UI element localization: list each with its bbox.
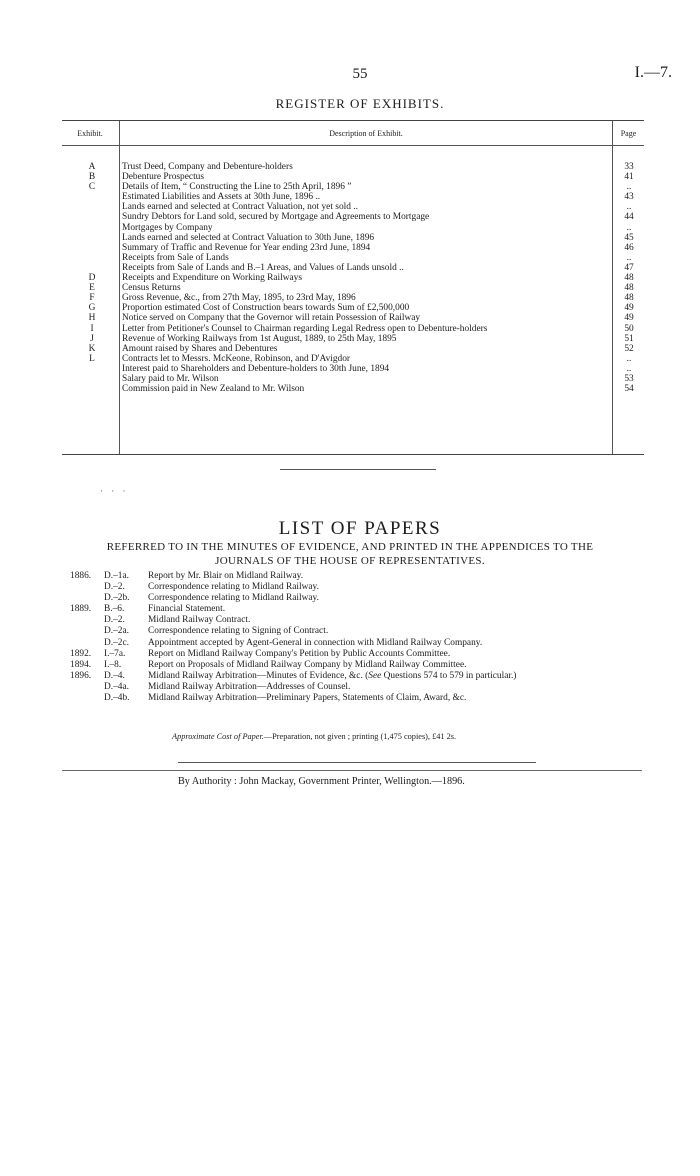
exhibit-letter: E — [89, 283, 95, 294]
list-item — [70, 571, 650, 582]
list-item — [70, 649, 650, 660]
exhibit-description: Receipts from Sale of Lands — [122, 252, 229, 263]
paper-title-text: Correspondence relating to Midland Railway. — [148, 593, 319, 604]
exhibit-description: Revenue of Working Railways from 1st August, 1889, to 25th May, 1895 — [122, 333, 397, 344]
paper-title — [148, 682, 648, 693]
table-row — [62, 364, 644, 374]
exhibit-description: Trust Deed, Company and Debenture-holders — [122, 162, 293, 172]
table-row — [62, 263, 644, 273]
paper-title — [148, 693, 648, 704]
column-header-exhibit: Exhibit. — [77, 129, 103, 138]
list-item — [70, 593, 650, 604]
page-reference: I.—7. — [634, 64, 672, 81]
paper-code: D.–2b. — [104, 593, 130, 604]
paper-code: D.–4a. — [104, 681, 129, 692]
exhibit-letter: A — [88, 162, 96, 172]
footer-rule — [62, 770, 642, 771]
table-row — [62, 293, 644, 303]
exhibit-page: 52 — [624, 343, 634, 354]
exhibit-page: .. — [626, 353, 632, 364]
exhibit-description: Estimated Liabilities and Assets at 30th June, 1896 .. — [122, 192, 321, 203]
exhibit-description: Receipts and Expenditure on Working Railways — [122, 273, 303, 284]
printer-authority: By Authority : John Mackay, Government Printer, Wellington.—1896. — [178, 776, 465, 787]
table-row — [62, 192, 644, 202]
cost-label: Approximate Cost of Paper. — [172, 732, 264, 741]
paper-title-note: See — [368, 670, 382, 681]
table-row — [62, 233, 644, 243]
paper-code: D.–4. — [104, 670, 125, 681]
exhibit-description: Sundry Debtors for Land sold, secured by Mortgage and Agreements to Mortgage — [122, 212, 430, 223]
exhibit-page: 47 — [624, 262, 634, 273]
exhibit-page: 48 — [624, 283, 634, 294]
list-of-papers-title: LIST OF PAPERS — [278, 518, 442, 539]
table-row — [62, 344, 644, 354]
paper-title-text: Midland Railway Arbitration—Preliminary Papers, Statements of Claim, Award, &c. — [148, 693, 467, 704]
page-number: 55 — [352, 66, 368, 82]
exhibit-page: 45 — [624, 232, 634, 243]
paper-title — [148, 571, 648, 582]
table-row — [62, 273, 644, 283]
table-row — [62, 283, 644, 293]
printers-mark: · · · — [100, 486, 129, 496]
footer-rule — [178, 762, 536, 763]
table-row — [62, 212, 644, 222]
table-row — [62, 223, 644, 233]
paper-title — [148, 649, 648, 660]
paper-title-text: Appointment accepted by Agent-General in connection with Midland Railway Company. — [148, 637, 483, 648]
cost-text: —Preparation, not given ; printing (1,475 copies), £41 2s. — [263, 732, 457, 741]
paper-title-text: Financial Statement. — [148, 604, 226, 615]
paper-title-text: Midland Railway Arbitration—Minutes of Evidence, &c. ( — [148, 670, 369, 681]
table-row — [62, 182, 644, 192]
paper-year: 1894. — [70, 659, 92, 670]
exhibit-page: 33 — [624, 162, 634, 172]
exhibit-letter: C — [88, 182, 96, 193]
papers-list — [70, 571, 650, 704]
list-item — [70, 682, 650, 693]
exhibit-page: 53 — [624, 373, 634, 384]
paper-title — [148, 638, 648, 649]
exhibit-letter: K — [88, 343, 96, 354]
exhibit-page: 54 — [624, 384, 634, 395]
table-row — [62, 334, 644, 344]
exhibit-page: 49 — [624, 313, 634, 324]
register-rows — [62, 162, 644, 394]
paper-title-text: Report on Proposals of Midland Railway Company by Midland Railway Committee. — [148, 659, 467, 670]
cost-of-paper — [172, 732, 456, 741]
list-item — [70, 604, 650, 615]
exhibit-page: .. — [626, 182, 632, 193]
exhibit-page: 51 — [624, 333, 634, 344]
paper-title-text: Correspondence relating to Signing of Contract. — [148, 626, 329, 637]
exhibit-page: 43 — [624, 192, 634, 203]
section-divider — [280, 469, 436, 470]
list-item — [70, 660, 650, 671]
paper-title-text: Report on Midland Railway Company's Petition by Public Accounts Committee. — [148, 648, 451, 659]
table-row — [62, 374, 644, 384]
exhibit-page: .. — [626, 202, 632, 213]
paper-title — [148, 671, 648, 682]
paper-title — [148, 582, 648, 593]
paper-title-text: Midland Railway Arbitration—Addresses of Counsel. — [148, 681, 351, 692]
exhibit-description: Gross Revenue, &c., from 27th May, 1895, to 23rd May, 1896 — [122, 293, 356, 304]
exhibit-letter: F — [89, 293, 95, 304]
paper-year: 1886. — [70, 571, 92, 581]
paper-code: D.–2. — [104, 615, 125, 626]
table-row — [62, 172, 644, 182]
table-row — [62, 313, 644, 323]
table-row — [62, 202, 644, 212]
list-item — [70, 693, 650, 704]
exhibit-page: .. — [626, 252, 632, 263]
paper-code: D.–4b. — [104, 693, 130, 704]
exhibit-page: 49 — [624, 303, 634, 314]
column-header-description: Description of Exhibit. — [329, 129, 403, 138]
paper-title — [148, 604, 648, 615]
exhibit-page: 41 — [624, 172, 634, 183]
paper-code: D.–2. — [104, 582, 125, 593]
exhibit-description: Notice served on Company that the Governor will retain Possession of Railway — [122, 313, 421, 324]
list-item — [70, 615, 650, 626]
list-item — [70, 626, 650, 637]
paper-year: 1889. — [70, 604, 92, 615]
list-of-papers-subtitle: REFERRED TO IN THE MINUTES OF EVIDENCE, AND PRINTED IN THE APPENDICES TO THE — [106, 541, 594, 553]
exhibit-page: .. — [626, 222, 632, 233]
paper-title-text: Questions 574 to 579 in particular.) — [381, 670, 517, 681]
exhibit-page: 50 — [624, 323, 634, 334]
table-row — [62, 324, 644, 334]
exhibit-description: Receipts from Sale of Lands and B.–1 Areas, and Values of Lands unsold .. — [122, 262, 404, 273]
exhibit-description: Interest paid to Shareholders and Debenture-holders to 30th June, 1894 — [122, 363, 390, 374]
exhibit-description: Proportion estimated Cost of Construction bears towards Sum of £2,500,000 — [122, 303, 410, 314]
table-row — [62, 162, 644, 172]
header-rule — [62, 145, 644, 146]
list-of-papers-subtitle: JOURNALS OF THE HOUSE OF REPRESENTATIVES. — [215, 555, 485, 567]
exhibit-description: Summary of Traffic and Revenue for Year ending 23rd June, 1894 — [122, 242, 371, 253]
exhibit-description: Lands earned and selected at Contract Valuation, not yet sold .. — [122, 202, 358, 213]
exhibit-page: .. — [626, 363, 632, 374]
paper-year: 1892. — [70, 648, 92, 659]
paper-title — [148, 660, 648, 671]
exhibit-description: Salary paid to Mr. Wilson — [122, 373, 219, 384]
paper-code: D.–1a. — [104, 571, 129, 581]
exhibit-description: Details of Item, “ Constructing the Line to 25th April, 1896 ” — [122, 182, 352, 193]
paper-title — [148, 593, 648, 604]
exhibit-page: 46 — [624, 242, 634, 253]
paper-code: I.–7a. — [104, 648, 126, 659]
exhibit-description: Mortgages by Company — [122, 222, 213, 233]
paper-code: I.–8. — [104, 659, 122, 670]
table-row — [62, 243, 644, 253]
exhibit-letter: I — [90, 323, 94, 334]
table-row — [62, 253, 644, 263]
register-table — [62, 120, 644, 455]
paper-title-text: Correspondence relating to Midland Railway. — [148, 582, 319, 593]
exhibit-letter: B — [88, 172, 96, 183]
exhibit-description: Debenture Prospectus — [122, 172, 205, 183]
exhibit-letter: H — [88, 313, 96, 324]
exhibit-description: Amount raised by Shares and Debentures — [122, 343, 278, 354]
exhibit-description: Census Returns — [122, 283, 181, 294]
exhibit-description: Lands earned and selected at Contract Valuation to 30th June, 1896 — [122, 232, 375, 243]
exhibit-description: Commission paid in New Zealand to Mr. Wilson — [122, 384, 305, 395]
table-row — [62, 354, 644, 364]
paper-title-text: Report by Mr. Blair on Midland Railway. — [148, 571, 304, 581]
paper-title — [148, 615, 648, 626]
paper-title — [148, 626, 648, 637]
exhibit-letter: D — [88, 273, 96, 284]
table-row — [62, 303, 644, 313]
exhibit-page: 48 — [624, 293, 634, 304]
exhibit-page: 44 — [624, 212, 634, 223]
exhibit-letter: L — [89, 353, 95, 364]
exhibit-page: 48 — [624, 273, 634, 284]
list-item — [70, 671, 650, 682]
exhibit-letter: J — [90, 333, 94, 344]
paper-code: D.–2c. — [104, 637, 129, 648]
paper-year: 1896. — [70, 670, 92, 681]
paper-code: B.–6. — [104, 604, 125, 615]
register-title: REGISTER OF EXHIBITS. — [275, 96, 445, 111]
column-header-page: Page — [620, 129, 637, 138]
exhibit-letter: G — [88, 303, 96, 314]
exhibit-description: Contracts let to Messrs. McKeone, Robinson, and D'Avigdor — [122, 353, 351, 364]
exhibit-description: Letter from Petitioner's Counsel to Chairman regarding Legal Redress open to Debenture-holders — [122, 323, 488, 334]
list-item — [70, 582, 650, 593]
table-row — [62, 384, 644, 394]
paper-title-text: Midland Railway Contract. — [148, 615, 251, 626]
paper-code: D.–2a. — [104, 626, 129, 637]
list-item — [70, 638, 650, 649]
